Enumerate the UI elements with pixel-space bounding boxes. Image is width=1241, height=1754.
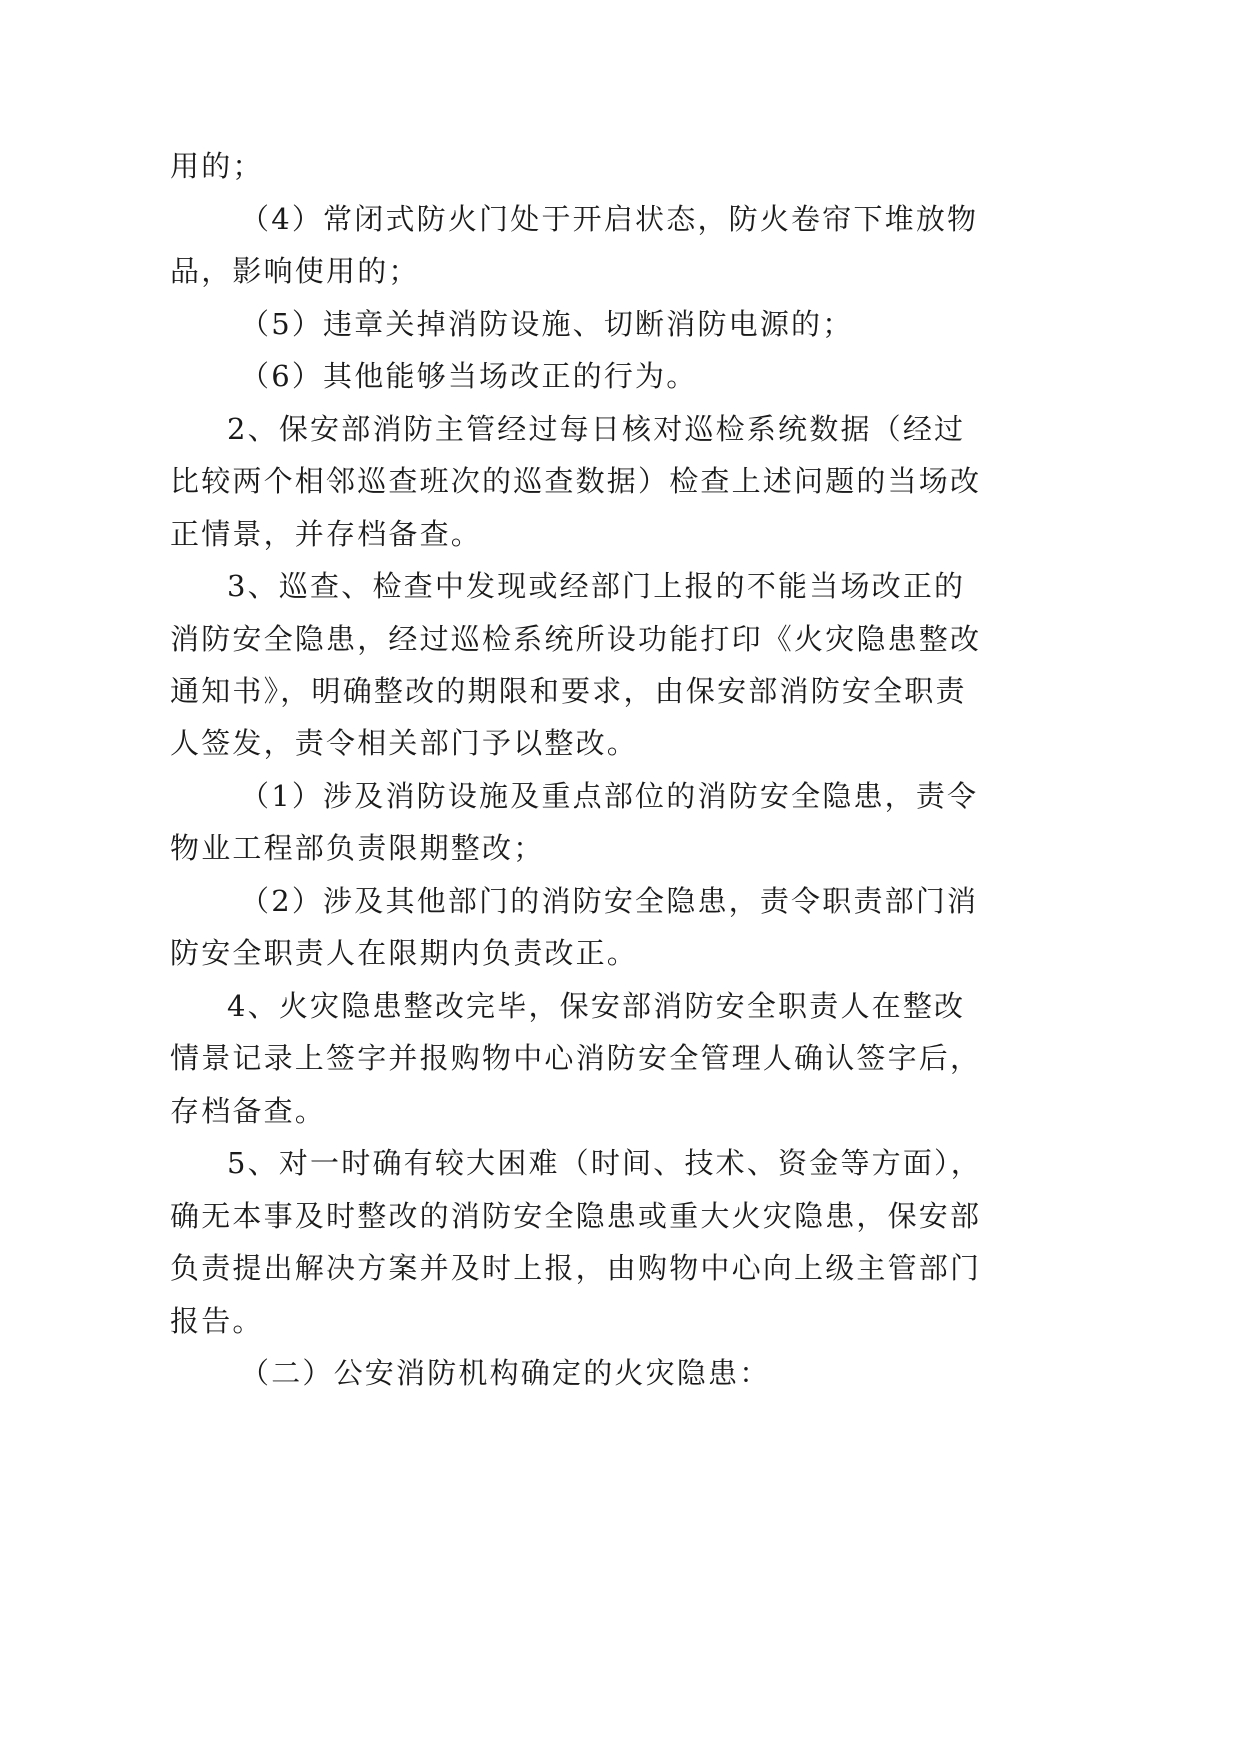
text-line: 消防安全隐患，经过巡检系统所设功能打印《火灾隐患整改 <box>170 622 982 656</box>
text-line: 5、对一时确有较大困难（时间、技术、资金等方面）， <box>227 1146 982 1180</box>
text-line: 防安全职责人在限期内负责改正。 <box>170 936 639 970</box>
text-line: 报告。 <box>170 1304 264 1338</box>
text-line: 品，影响使用的； <box>170 254 420 288</box>
text-line: 通知书》，明确整改的期限和要求，由保安部消防安全职责 <box>170 674 967 708</box>
text-line: 4、火灾隐患整改完毕，保安部消防安全职责人在整改 <box>227 989 966 1023</box>
text-line: （5）违章关掉消防设施、切断消防电源的； <box>240 307 854 341</box>
text-line: （6）其他能够当场改正的行为。 <box>240 359 698 393</box>
text-line: 情景记录上签字并报购物中心消防安全管理人确认签字后， <box>170 1041 982 1075</box>
text-line: 比较两个相邻巡查班次的巡查数据）检查上述问题的当场改 <box>170 464 982 498</box>
text-line: 确无本事及时整改的消防安全隐患或重大火灾隐患，保安部 <box>170 1199 982 1233</box>
text-line: 2、保安部消防主管经过每日核对巡检系统数据（经过 <box>227 412 966 446</box>
text-line: （1）涉及消防设施及重点部位的消防安全隐患，责令 <box>240 779 979 813</box>
text-line: 用的； <box>170 149 264 183</box>
text-line: （2）涉及其他部门的消防安全隐患，责令职责部门消 <box>240 884 979 918</box>
text-line: 人签发，责令相关部门予以整改。 <box>170 726 639 760</box>
text-line: （4）常闭式防火门处于开启状态，防火卷帘下堆放物 <box>240 202 979 236</box>
text-line: 负责提出解决方案并及时上报，由购物中心向上级主管部门 <box>170 1251 982 1285</box>
text-line: 3、巡查、检查中发现或经部门上报的不能当场改正的 <box>227 569 966 603</box>
text-line: 存档备查。 <box>170 1094 327 1128</box>
text-line: 正情景，并存档备查。 <box>170 517 483 551</box>
text-line: （二）公安消防机构确定的火灾隐患： <box>240 1356 771 1390</box>
text-line: 物业工程部负责限期整改； <box>170 831 545 865</box>
